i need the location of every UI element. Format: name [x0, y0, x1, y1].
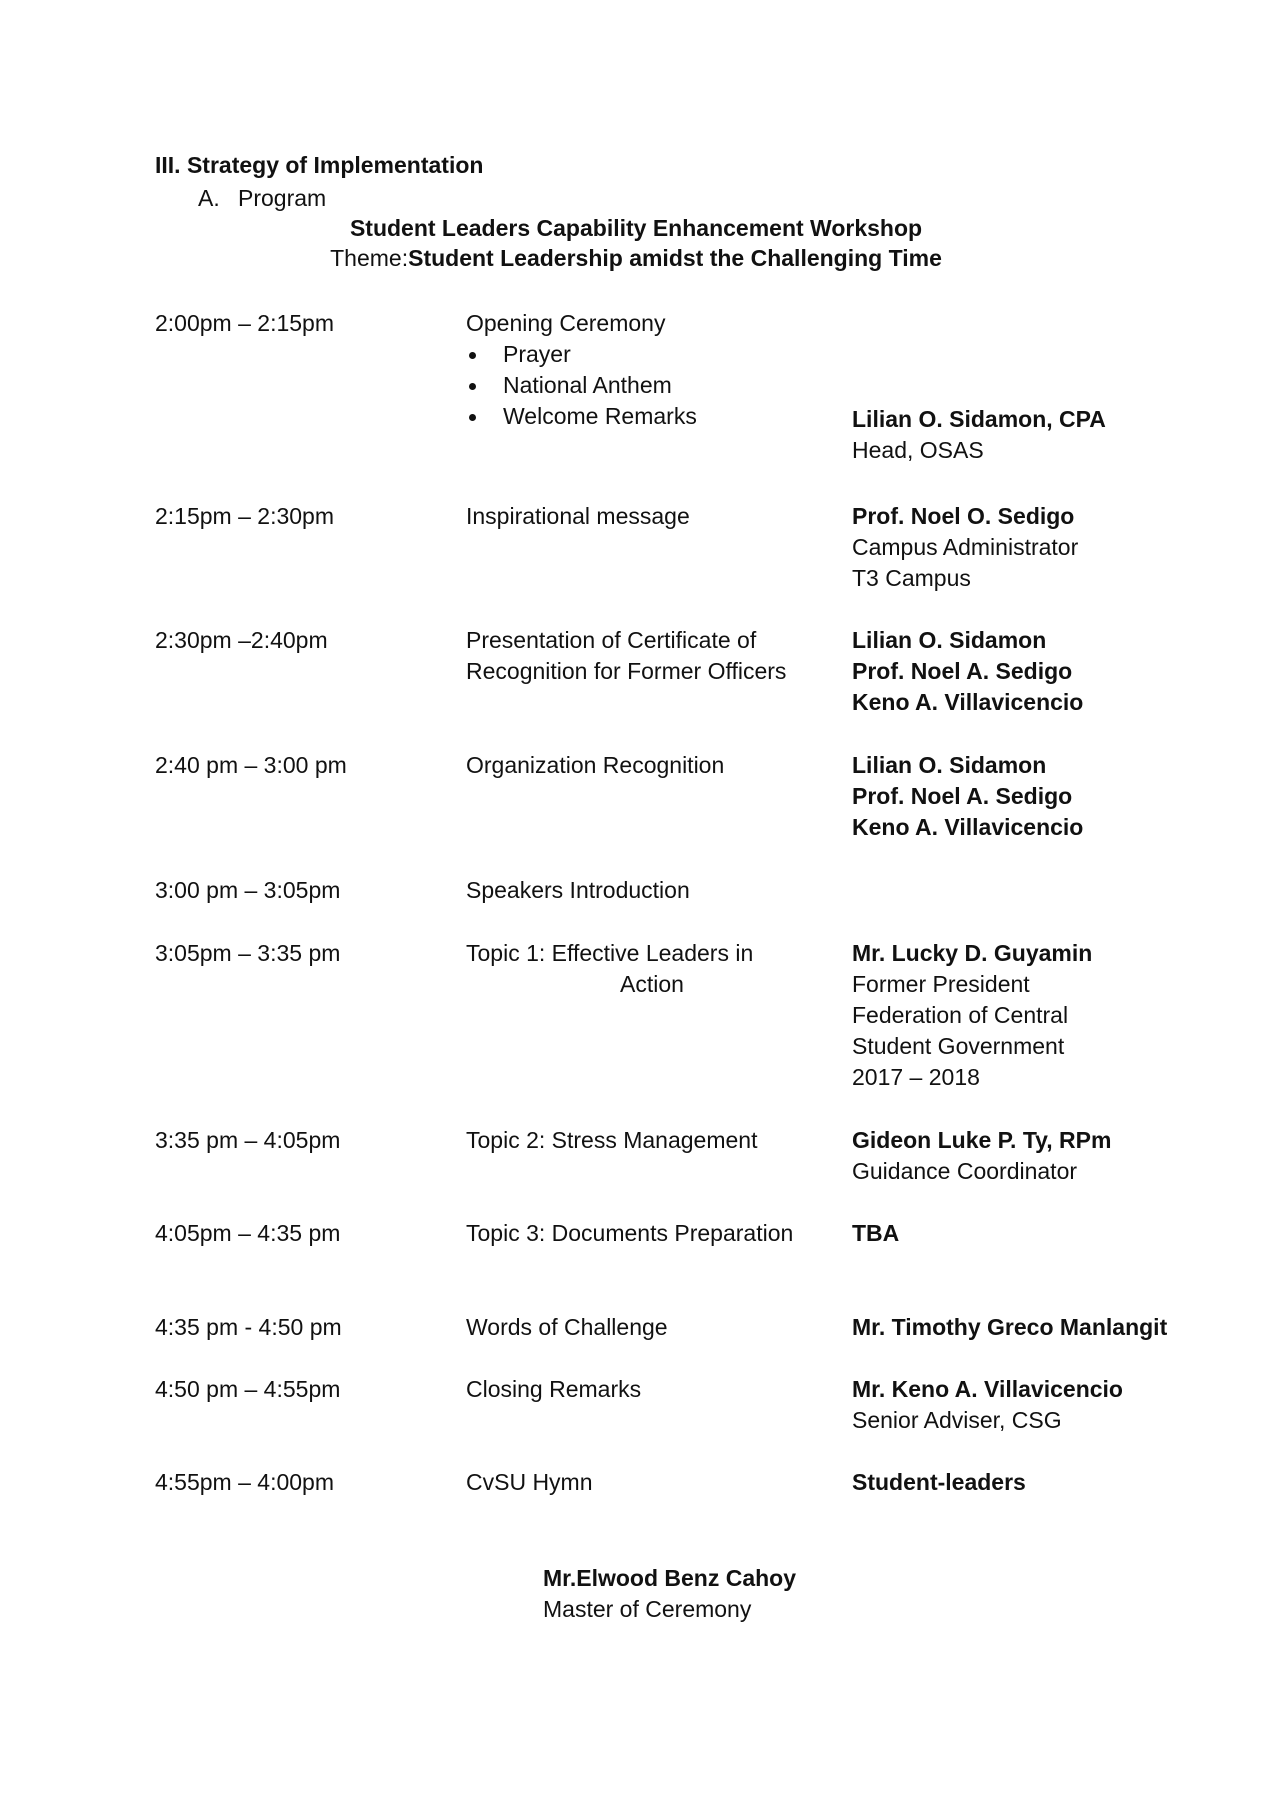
person-role: Head, OSAS — [852, 437, 984, 463]
schedule-activity: Words of Challenge — [466, 1314, 668, 1340]
activity-line: Topic 1: Effective Leaders in — [466, 940, 754, 966]
schedule-time: 4:50 pm – 4:55pm — [155, 1376, 341, 1402]
person-role: Student Government — [852, 1033, 1065, 1059]
person-name: Lilian O. Sidamon — [852, 752, 1047, 778]
person-name: Mr. Keno A. Villavicencio — [852, 1376, 1123, 1402]
schedule-activity: Topic 3: Documents Preparation — [466, 1220, 794, 1246]
theme-prefix: Theme: — [330, 245, 409, 271]
person-name: Lilian O. Sidamon — [852, 627, 1047, 653]
schedule-time: 2:40 pm – 3:00 pm — [155, 752, 347, 778]
schedule-resource-person — [852, 1312, 1167, 1343]
person-name: Prof. Noel O. Sedigo — [852, 503, 1075, 529]
schedule-activity: Topic 2: Stress Management — [466, 1127, 758, 1153]
person-name: Mr. Timothy Greco Manlangit — [852, 1314, 1168, 1340]
person-role: 2017 – 2018 — [852, 1064, 980, 1090]
sub-heading — [198, 183, 326, 214]
schedule-resource-person — [852, 1374, 1123, 1436]
schedule-resource-person — [852, 625, 1083, 718]
bullet-item: Prayer — [466, 339, 697, 370]
bullet-item: National Anthem — [466, 370, 697, 401]
person-name: Keno A. Villavicencio — [852, 689, 1084, 715]
mc-role: Master of Ceremony — [543, 1596, 752, 1622]
schedule-activity: Inspirational message — [466, 503, 690, 529]
schedule-time: 3:05pm – 3:35 pm — [155, 940, 341, 966]
person-role: Federation of Central — [852, 1002, 1069, 1028]
person-role: Senior Adviser, CSG — [852, 1407, 1062, 1433]
schedule-resource-person — [852, 501, 1078, 594]
person-name: Gideon Luke P. Ty, RPm — [852, 1127, 1112, 1153]
person-name: Prof. Noel A. Sedigo — [852, 783, 1073, 809]
mc-name: Mr.Elwood Benz Cahoy — [543, 1565, 797, 1591]
person-role: Guidance Coordinator — [852, 1158, 1078, 1184]
schedule-resource-person — [852, 750, 1083, 843]
master-of-ceremony — [543, 1563, 796, 1625]
person-name: Prof. Noel A. Sedigo — [852, 658, 1073, 684]
sub-heading-label: Program — [238, 185, 327, 211]
program-theme — [0, 243, 1272, 274]
schedule-activity: Closing Remarks — [466, 1376, 642, 1402]
theme-text: Student Leadership amidst the Challenging Time — [408, 245, 942, 271]
person-name: Mr. Lucky D. Guyamin — [852, 940, 1093, 966]
schedule-resource-person — [852, 404, 1106, 466]
schedule-resource-person — [852, 1467, 1026, 1498]
schedule-resource-person — [852, 1218, 899, 1249]
person-role: Former President — [852, 971, 1030, 997]
schedule-time: 4:35 pm - 4:50 pm — [155, 1314, 342, 1340]
schedule-time: 4:55pm – 4:00pm — [155, 1469, 335, 1495]
sub-heading-letter: A. — [198, 185, 220, 211]
program-title: Student Leaders Capability Enhancement Workshop — [349, 215, 923, 241]
activity-line: Presentation of Certificate of — [466, 627, 757, 653]
schedule-time: 3:35 pm – 4:05pm — [155, 1127, 341, 1153]
schedule-time: 2:00pm – 2:15pm — [155, 310, 335, 336]
person-name: Lilian O. Sidamon, CPA — [852, 406, 1106, 432]
person-name: Student-leaders — [852, 1469, 1026, 1495]
schedule-time: 2:30pm –2:40pm — [155, 627, 328, 653]
bullet-item: Welcome Remarks — [466, 401, 697, 432]
schedule-activity: Organization Recognition — [466, 752, 725, 778]
schedule-resource-person — [852, 1125, 1111, 1187]
schedule-activity — [466, 938, 753, 1000]
activity-line: Recognition for Former Officers — [466, 658, 787, 684]
person-role: Campus Administrator — [852, 534, 1079, 560]
section-heading: III. Strategy of Implementation — [155, 152, 484, 178]
activity-line: Action — [620, 971, 684, 997]
schedule-activity: CvSU Hymn — [466, 1469, 593, 1495]
person-name: TBA — [852, 1220, 900, 1246]
schedule-activity: Opening Ceremony — [466, 310, 666, 336]
person-name: Keno A. Villavicencio — [852, 814, 1084, 840]
schedule-time: 4:05pm – 4:35 pm — [155, 1220, 341, 1246]
schedule-activity — [466, 625, 786, 687]
schedule-time: 3:00 pm – 3:05pm — [155, 877, 341, 903]
activity-bullet-list — [466, 339, 697, 432]
schedule-time: 2:15pm – 2:30pm — [155, 503, 335, 529]
schedule-resource-person — [852, 938, 1092, 1093]
schedule-activity: Speakers Introduction — [466, 877, 690, 903]
person-role: T3 Campus — [852, 565, 971, 591]
